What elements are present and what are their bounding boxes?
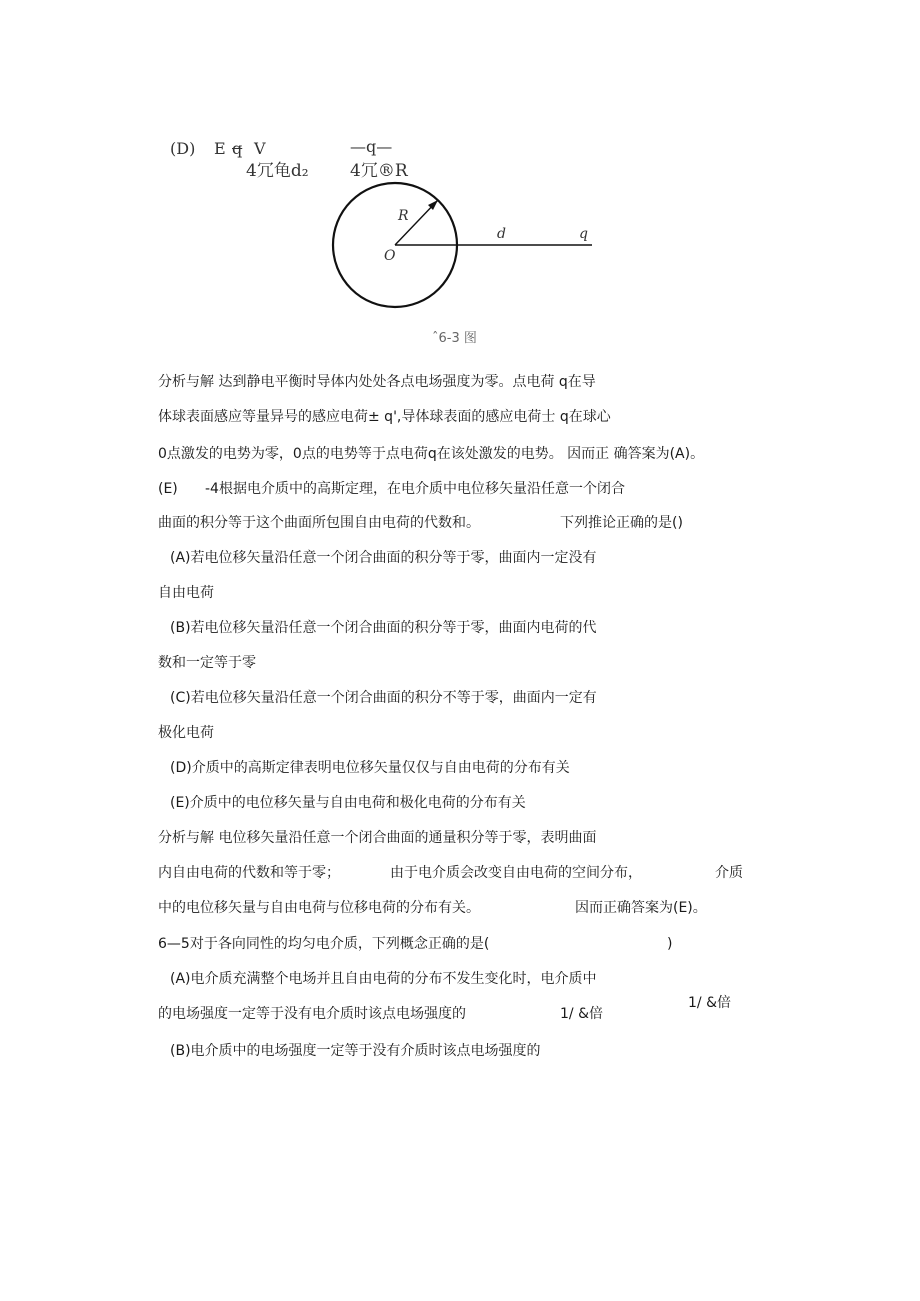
formula-v: V bbox=[254, 139, 266, 158]
text-line: 自由电荷 bbox=[158, 585, 214, 601]
text-line: 数和一定等于零 bbox=[158, 655, 256, 671]
text-line: 的电场强度一定等于没有电介质时该点电场强度的 bbox=[158, 1006, 466, 1022]
formula-denominator-left: 4冗龟d₂ bbox=[246, 161, 309, 181]
text-line: 曲面的积分等于这个曲面所包围自由电荷的代数和。 bbox=[158, 515, 480, 531]
label-d: d bbox=[497, 226, 506, 242]
text-line: 1/ &倍 bbox=[560, 1006, 603, 1022]
text-line: 极化电荷 bbox=[158, 725, 214, 741]
formula-denominator-right: 4冗®R bbox=[350, 161, 408, 181]
option-d: (D)介质中的高斯定律表明电位移矢量仅仅与自由电荷的分布有关 bbox=[170, 760, 570, 776]
text-line: 中的电位移矢量与自由电荷与位移电荷的分布有关。 bbox=[158, 900, 480, 916]
sphere-charge-figure bbox=[320, 178, 620, 318]
figure-caption: ˆ6-3 图 bbox=[432, 331, 477, 346]
option-a: (A)电介质充满整个电场并且自由电荷的分布不发生变化时，电介质中 bbox=[170, 971, 597, 987]
option-b: (B)电介质中的电场强度一定等于没有介质时该点电场强度的 bbox=[170, 1043, 541, 1059]
text-line: 分析与解 达到静电平衡时导体内处处各点电场强度为零。点电荷 q在导 bbox=[158, 374, 596, 390]
question-6-5: 6—5对于各向同性的均匀电介质，下列概念正确的是( bbox=[158, 936, 490, 952]
text-line: 介质 bbox=[715, 865, 743, 881]
formula-numerator: —q— bbox=[350, 137, 393, 156]
option-e: (E)介质中的电位移矢量与自由电荷和极化电荷的分布有关 bbox=[170, 795, 526, 811]
option-c: (C)若电位移矢量沿任意一个闭合曲面的积分不等于零，曲面内一定有 bbox=[170, 690, 597, 706]
text-line: 因而正确答案为(E)。 bbox=[575, 900, 707, 916]
question-label: (E) bbox=[158, 481, 178, 497]
text-line: 内自由电荷的代数和等于零； bbox=[158, 865, 340, 881]
option-a: (A)若电位移矢量沿任意一个闭合曲面的积分等于零，曲面内一定没有 bbox=[170, 550, 597, 566]
label-r: R bbox=[398, 208, 409, 224]
formula-q-struck: q bbox=[232, 139, 243, 158]
text-line: 分析与解 电位移矢量沿任意一个闭合曲面的通量积分等于零，表明曲面 bbox=[158, 830, 597, 846]
option-b: (B)若电位移矢量沿任意一个闭合曲面的积分等于零，曲面内电荷的代 bbox=[170, 620, 597, 636]
text-line: ) bbox=[667, 936, 673, 952]
text-line: -4根据电介质中的高斯定理，在电介质中电位移矢量沿任意一个闭合 bbox=[205, 481, 625, 497]
formula-e: E bbox=[214, 139, 226, 158]
option-d-label: (D) bbox=[170, 139, 196, 158]
text-line: 由于电介质会改变自由电荷的空间分布， bbox=[390, 865, 642, 881]
side-note: 1/ &倍 bbox=[688, 995, 731, 1011]
text-line: 体球表面感应等量异号的感应电荷± q',导体球表面的感应电荷士 q在球心 bbox=[158, 409, 611, 425]
text-line: 0点激发的电势为零，0点的电势等于点电荷q在该处激发的电势。 因而正 确答案为(A)。 bbox=[158, 446, 705, 462]
text-line: 下列推论正确的是() bbox=[560, 515, 683, 531]
label-q: q bbox=[579, 226, 588, 242]
label-o: O bbox=[384, 248, 396, 264]
